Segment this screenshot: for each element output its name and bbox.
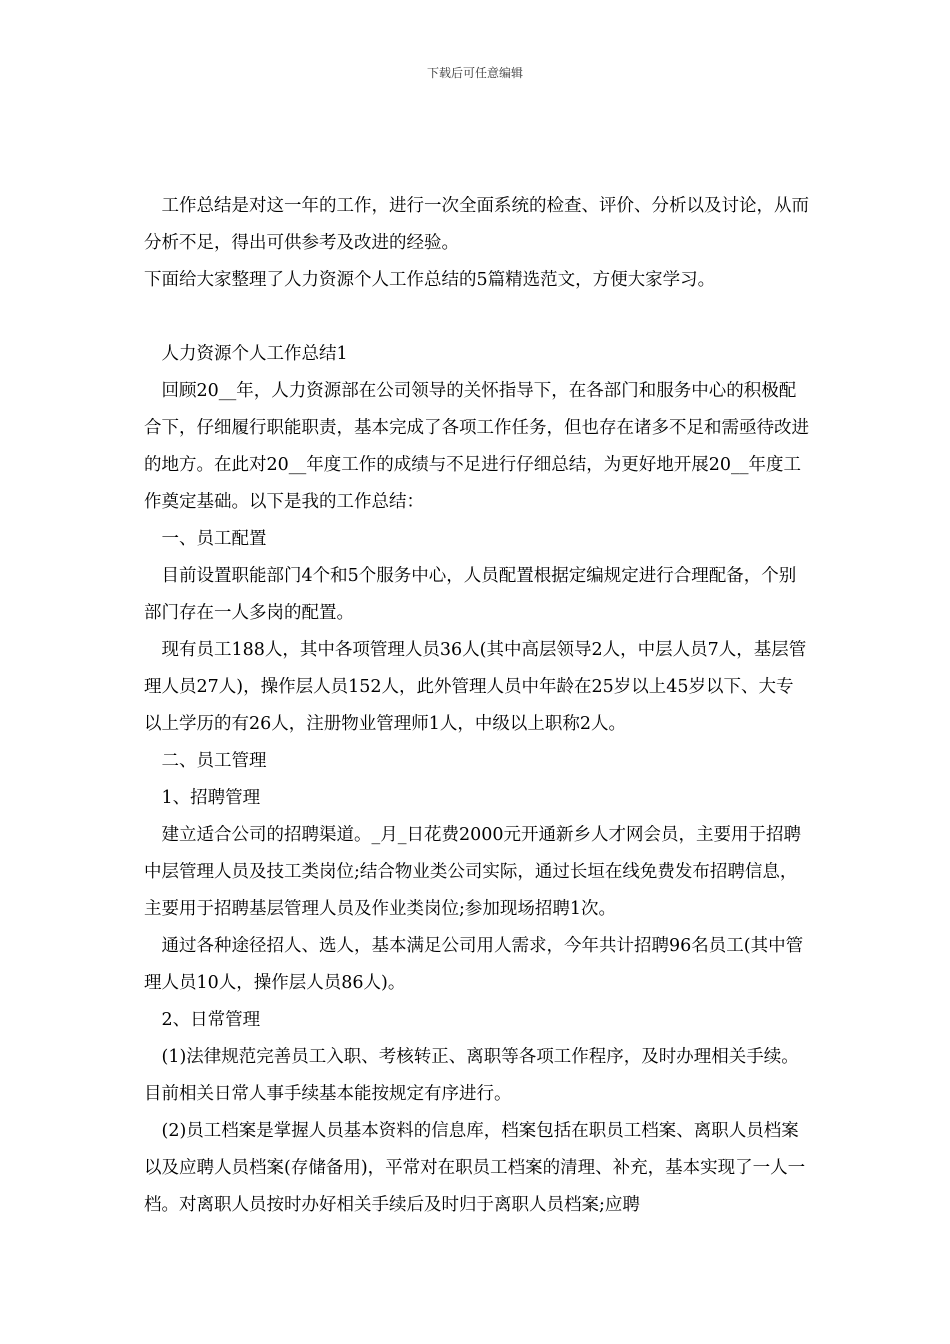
paragraph-recruitment-results: 通过各种途径招人、选人，基本满足公司用人需求，今年共计招聘96名员工(其中管理人员10人，操作层人员86人)。 [144,936,804,993]
heading-staff-allocation: 一、员工配置 [161,529,267,549]
intro-paragraph-2: 下面给大家整理了人力资源个人工作总结的5篇精选范文，方便大家学习。 [144,270,716,290]
document-body [144,188,809,1224]
paragraph-headcount: 现有员工188人，其中各项管理人员36人(其中高层领导2人，中层人员7人，基层管理人员27人)，操作层人员152人，此外管理人员中年龄在25岁以上45岁以下、大专以上学历的有26人，注册物业管理师1人，中级以上职称2人。 [144,640,807,734]
paragraph-recruitment-channels: 建立适合公司的招聘渠道。_月_日花费2000元开通新乡人才网会员，主要用于招聘中层管理人员及技工类岗位;结合物业类公司实际，通过长垣在线免费发布招聘信息，主要用于招聘基层管理人员及作业类岗位;参加现场招聘1次。 [144,825,802,919]
subheading-recruitment: 1、招聘管理 [161,788,261,808]
paragraph-procedures: (1)法律规范完善员工入职、考核转正、离职等各项工作程序，及时办理相关手续。目前相关日常人事手续基本能按规定有序进行。 [144,1047,799,1104]
page-header-note: 下载后可任意编辑 [426,66,523,80]
heading-staff-management: 二、员工管理 [161,751,267,771]
paragraph-departments: 目前设置职能部门4个和5个服务中心，人员配置根据定编规定进行合理配备，个别部门存在一人多岗的配置。 [144,566,797,623]
subheading-daily-management: 2、日常管理 [161,1010,261,1030]
intro-paragraph-1: 工作总结是对这一年的工作，进行一次全面系统的检查、评价、分析以及讨论，从而分析不足，得出可供参考及改进的经验。 [144,196,809,253]
paragraph-archives: (2)员工档案是掌握人员基本资料的信息库，档案包括在职员工档案、离职人员档案以及应聘人员档案(存储备用)，平常对在职员工档案的清理、补充，基本实现了一人一档。对离职人员按时办好相关手续后及时归于离职人员档案;应聘 [144,1121,806,1215]
blank-line [144,299,809,336]
section-title: 人力资源个人工作总结1 [161,344,348,364]
paragraph-review: 回顾20__年，人力资源部在公司领导的关怀指导下，在各部门和服务中心的积极配合下，仔细履行职能职责，基本完成了各项工作任务，但也存在诸多不足和需亟待改进的地方。在此对20__年度工作的成绩与不足进行仔细总结，为更好地开展20__年度工作奠定基础。以下是我的工作总结： [144,381,809,512]
